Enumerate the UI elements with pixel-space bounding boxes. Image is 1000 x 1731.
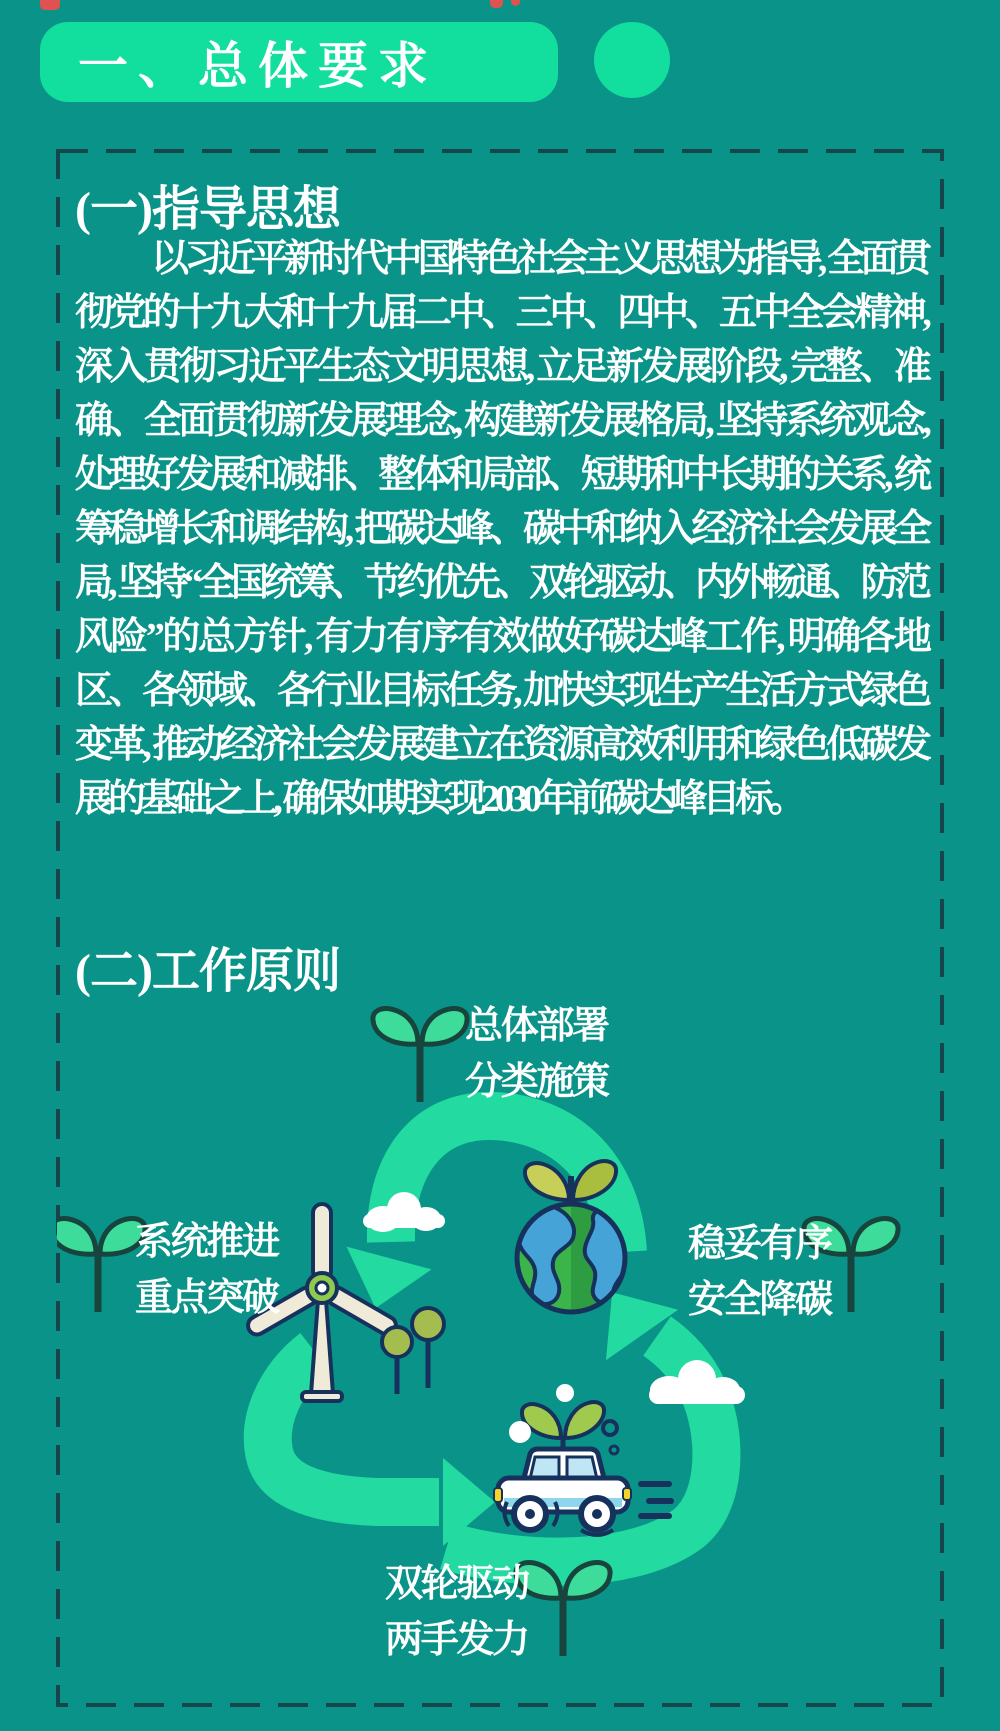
speed-lines-icon: [638, 1481, 674, 1519]
bubble-icon: [509, 1421, 531, 1443]
section-banner-title: 一、总体要求: [78, 38, 438, 94]
principle-left-label: [135, 1214, 278, 1326]
principle-line: 双轮驱动: [385, 1563, 528, 1605]
banner-dot: [594, 22, 670, 98]
principles-heading: (二)工作原则: [75, 945, 340, 998]
guiding-body: 以习近平新时代中国特色社会主义思想为指导, 全面贯彻党的十九大和十九届二中、三中、四中、五中全会精神, 深入贯彻习近平生态文明思想, 立足新发展阶段, 完整、准确、全面贯彻新发展理念, 构建新发展格局, 坚持系统观念, 处理好发展和减排、整体和局部、短期和中长期的关系, 统筹稳增长和调结构, 把碳达峰、碳中和纳入经济社会发展全局, 坚持“全国统筹、节约优先、双轮驱动、内外畅通、防范风险”的总方针, 有力有序有效做好碳达峰工作, 明确各地区、各领域、各行业目标任务, 加快实现生产生活方式绿色变革, 推动经济社会发展建立在资源高效利用和绿色低碳发展的基础之上, 确保如期实现2030年前碳达峰目标。: [75, 238, 927, 820]
sprout-icon: [57, 1218, 145, 1312]
recycle-arrows-icon: [268, 1116, 717, 1562]
bubble-icon: [556, 1384, 574, 1402]
decor-fragment: [40, 0, 60, 10]
car-icon: [494, 1384, 674, 1535]
principle-top-label: [465, 998, 608, 1110]
bubble-icon: [610, 1446, 618, 1454]
principle-right-label: [688, 1216, 831, 1328]
decor-fragment: [511, 0, 520, 6]
principle-bottom-label: [385, 1556, 528, 1668]
principle-line: 系统推进: [135, 1221, 278, 1263]
principle-line: 稳妥有序: [688, 1223, 831, 1265]
principle-line: 重点突破: [135, 1277, 278, 1319]
bubble-icon: [603, 1421, 617, 1435]
principle-line: 安全降碳: [688, 1279, 831, 1321]
sprout-icon: [373, 1008, 467, 1102]
principle-line: 两手发力: [385, 1619, 528, 1661]
principle-line: 总体部署: [465, 1005, 608, 1047]
guiding-heading: (一)指导思想: [75, 183, 340, 236]
section-banner: [40, 22, 558, 102]
decor-fragment: [490, 0, 503, 8]
principle-line: 分类施策: [465, 1061, 608, 1103]
